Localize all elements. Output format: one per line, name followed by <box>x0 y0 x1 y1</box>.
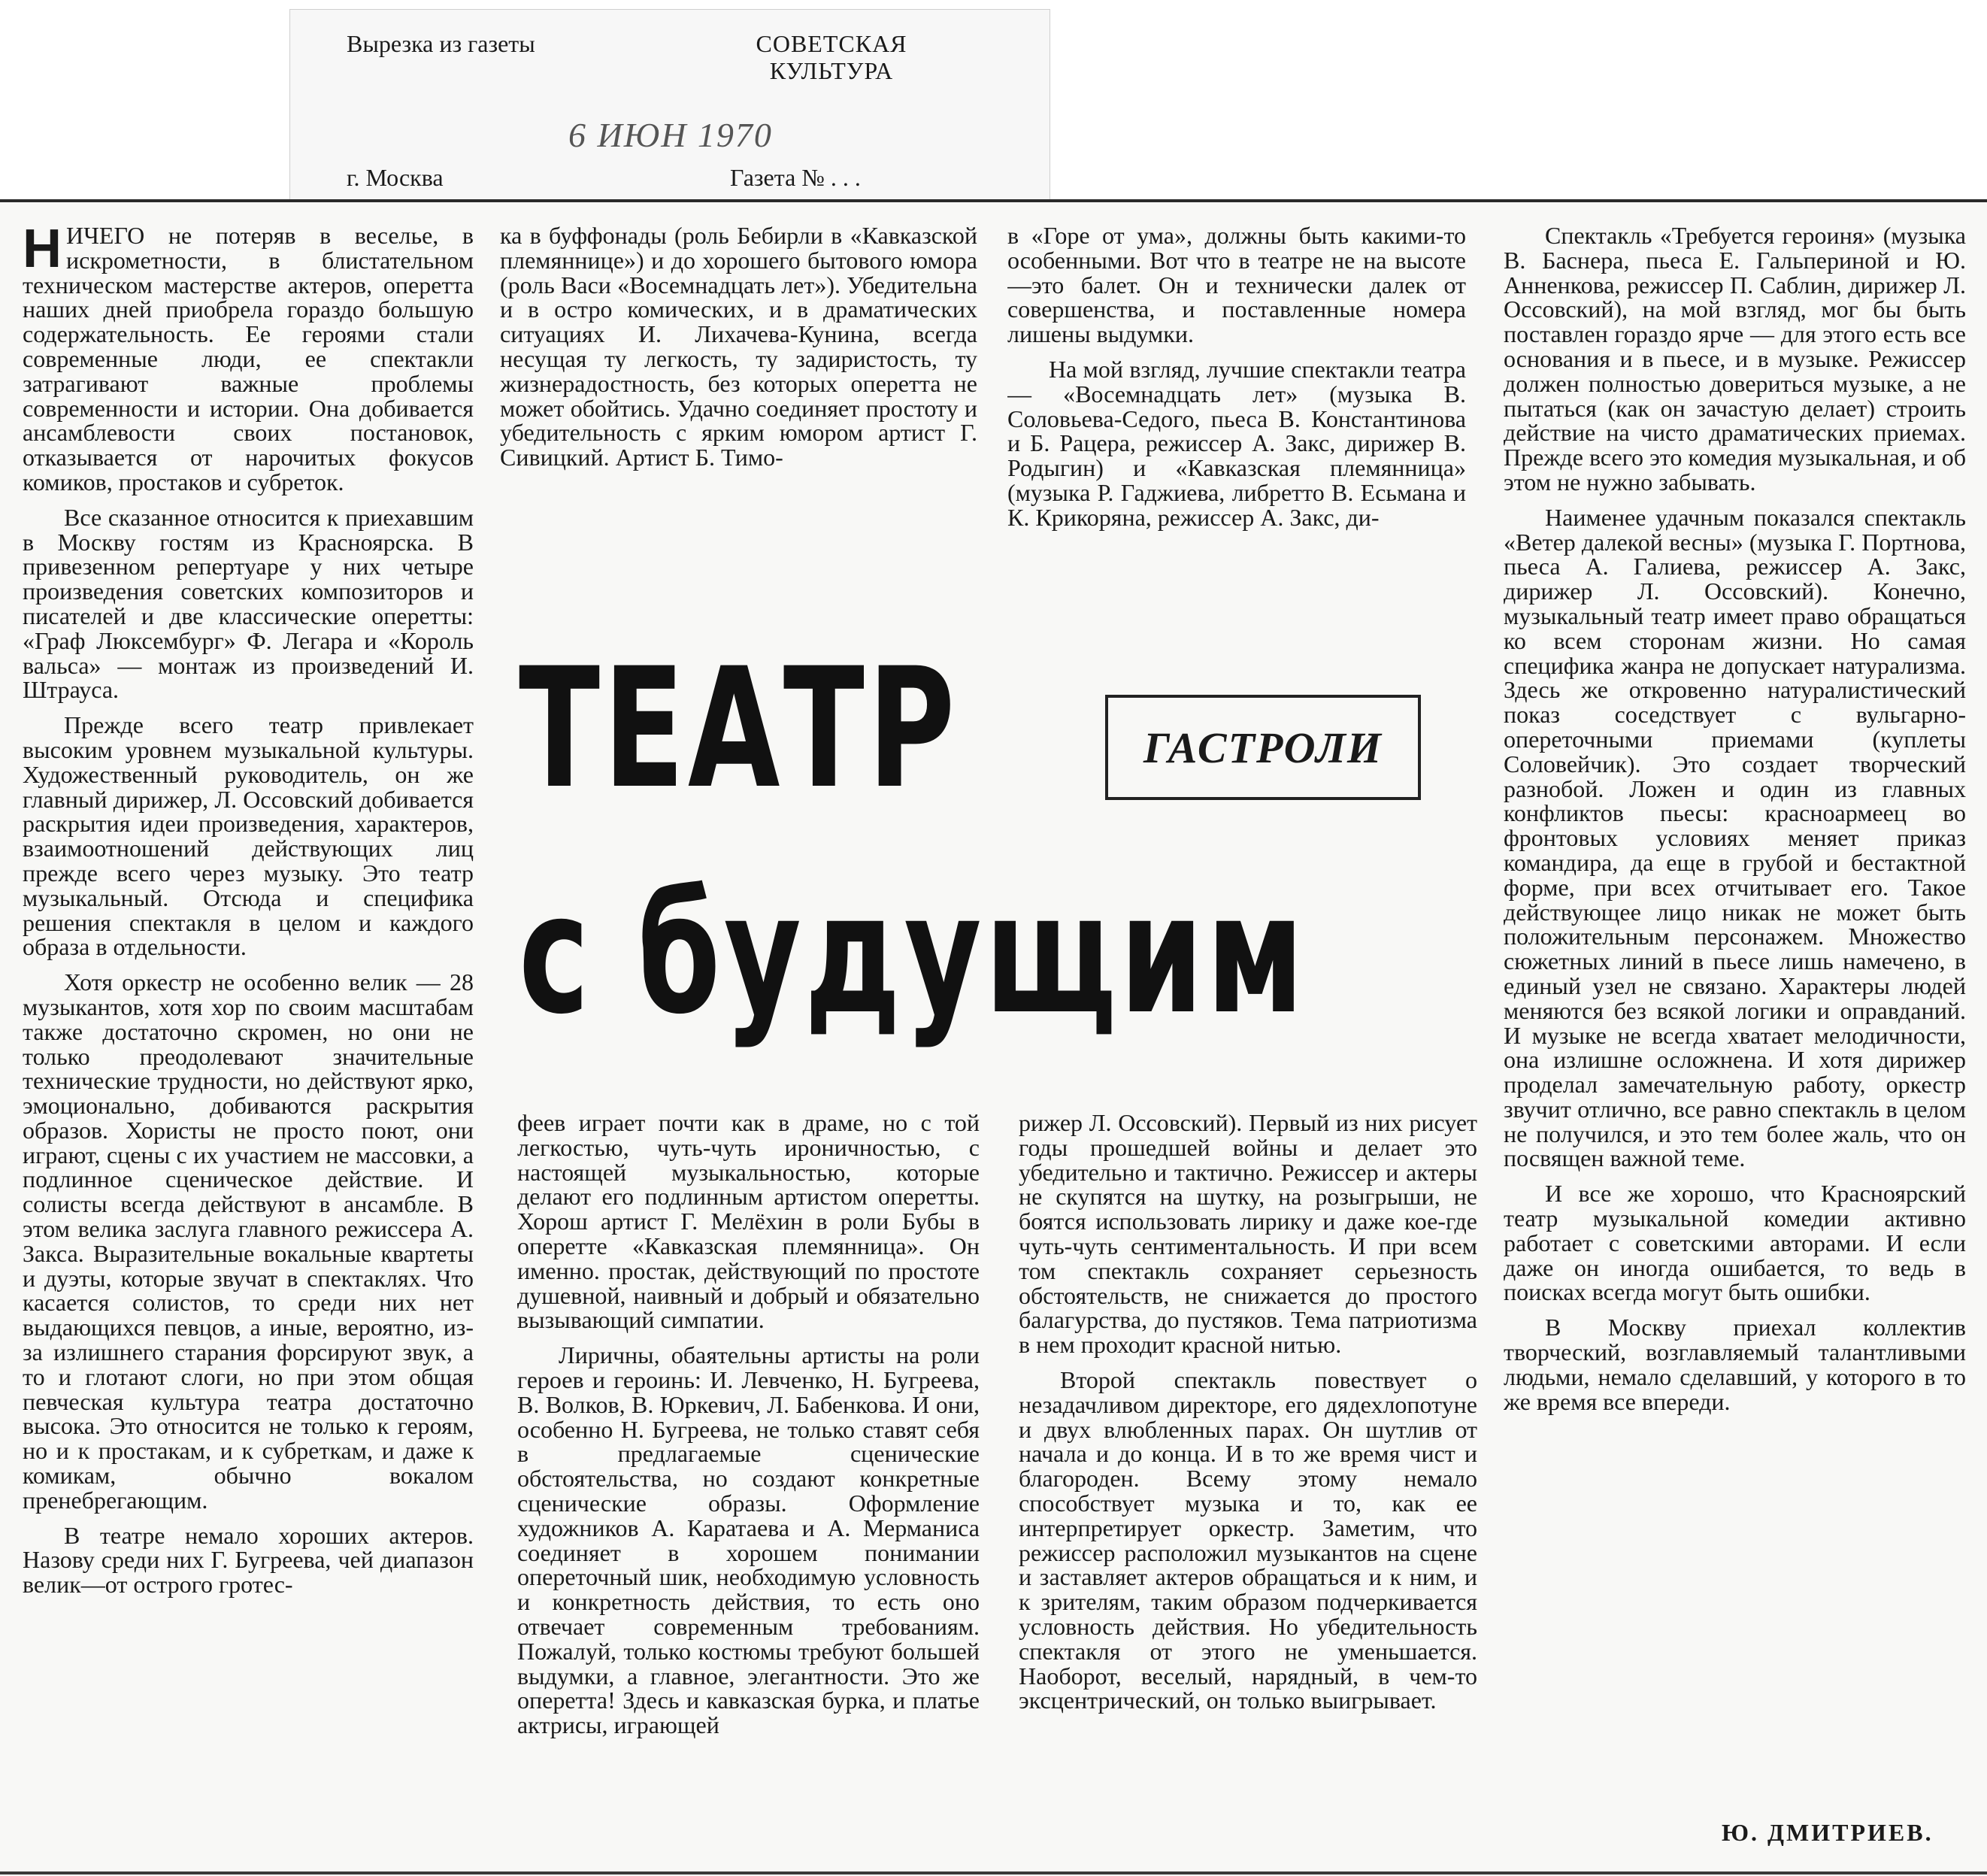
paragraph: Хотя оркестр не особенно велик — 28 музыкантов, хотя хор по своим масштабам также достаточно скромен, но они не только преодолевают значительные технические трудности, но действуют ярко, эмоционально, добиваются раскрытия образов. Хористы не просто поют, они играют, сцены с их участием не массовки, а подлинное сценическое действие. И солисты всегда действуют в ансамбле. В этом велика заслуга главного режиссера А. Закса. Выразительные вокальные квартеты и дуэты, которые звучат в спектаклях. Что касается солистов, то среди них нет выдающихся певцов, а иные, вероятно, из-за излишнего старания форсируют звук, а то и глотают слоги, но при этом общая певческая культура театра достаточно высока. Это относится не только к героям, но и к простакам, и к субреткам, и даже к комикам, обычно вокалом пренебрегающим. <box>23 968 474 1514</box>
headline-line-2: с будущим <box>519 858 1307 1050</box>
author-signature: Ю. ДМИТРИЕВ. <box>1722 1819 1934 1846</box>
paragraph: В Москву приехал коллектив творческий, возглавляемый талантливыми людьми, немало сделавший, у которого в то же время все впереди. <box>1504 1314 1966 1415</box>
rubric-label: ГАСТРОЛИ <box>1143 723 1383 772</box>
paragraph: феев играет почти как в драме, но с той легкостью, чуть-чуть ироничностью, с настоящей музыкальностью, которые делают его подлинным артистом оперетты. Хорош артист Г. Мелёхин в роли Бубы в оперетте «Кавказская племянница». Он именно. простак, действующий по простоте душевной, наивный и добрый и обязательно вызывающий симпатии. <box>517 1111 980 1334</box>
paragraph: И все же хорошо, что Красноярский театр музыкальной комедии активно работает с советскими авторами. И если даже он иногда ошибается, то ведь в поисках всегда могут быть ошибки. <box>1504 1180 1966 1306</box>
paragraph: рижер Л. Оссовский). Первый из них рисует годы прошедшей войны и делает это убедительно и тактично. Режиссер и актеры не скупятся на шутку, на розыгрыши, не боятся использовать лирику и даже кое-где чуть-чуть сентиментальность. И при всем том спектакль сохраняет серьезность обстоятельств, не снижается до простого балагурства, до пустяков. Тема патриотизма в нем проходит красной нитью. <box>1019 1111 1477 1359</box>
article-column-4 <box>1504 223 1966 1825</box>
article-column-2-bottom <box>517 1111 980 1855</box>
stamp-date: 6 ИЮН 1970 <box>568 116 773 154</box>
article-column-3-bottom <box>1019 1111 1477 1855</box>
stamp-newspaper-name: СОВЕТСКАЯ КУЛЬТУРА <box>756 30 907 84</box>
stamp-label: Вырезка из газеты <box>347 30 535 57</box>
drop-cap: Н <box>23 223 62 279</box>
paragraph: Наименее удачным показался спектакль «Ветер далекой весны» (музыка Г. Портнова, пьеса А. Галиева, режиссер А. Закс, дирижер Л. Оссовский). Конечно, музыкальный театр имеет право обращаться ко всем сторонам жизни. Но самая специфика жанра не допускает натурализма. Здесь же откровенно натуралистический показ соседствует с вульгарно-опереточными приемами (куплеты Соловейчик). Это создает творческий разнобой. Ложен и один из главных конфликтов пьесы: красноармеец во фронтовых условиях меняет приказ командира, да еще в грубой и бестактной форме, при всех отчитывает его. Такое действующее лицо никак не может быть положительным персонажем. Множество сюжетных линий в пьесе лишь намечено, в единый узел не связано. Характеры людей меняются без всякой логики и оправданий. И музыке не всегда хватает мелодичности, она излишне осложнена. И хотя дирижер проделал замечательную работу, оркестр звучит отлично, все равно спектакль в целом не получился, и это тем более жаль, что он посвящен важной теме. <box>1504 503 1966 1172</box>
newspaper-clipping <box>0 199 1987 1871</box>
paragraph: Прежде всего театр привлекает высоким уровнем музыкальной культуры. Художественный руководитель, он же главный дирижер, Л. Оссовский добивается раскрытия идеи произведения, характеров, взаимоотношений действующих лиц прежде всего через музыку. Это театр музыкальный. Отсюда и специфика решения спектакля в целом и каждого образа в отдельности. <box>23 711 474 961</box>
rubric-box <box>1105 695 1421 800</box>
paragraph-text: ИЧЕГО не потеряв в веселье, в искрометности, в блистательном техническом мастерстве актеров, оперетта наших дней приобрела гораздо большую содержательность. Ее героями стали современные люди, ее спектакли затрагивают важные проблемы современности и истории. Она добивается ансамблевости своих постановок, отказывается от нарочитых фокусов комиков, простаков и субреток. <box>23 223 474 496</box>
paragraph: Спектакль «Требуется героиня» (музыка В. Баснера, пьеса Е. Гальпериной и Ю. Анненкова, режиссер П. Саблин, дирижер Л. Оссовский), на мой взгляд, мог бы быть поставлен гораздо ярче — для этого есть все основания и в пьесе, и в музыке. Режиссер должен полностью довериться музыке, а не пытаться (как он зачастую делает) строить действие на чисто драматических приемах. Прежде всего это комедия музыкальная, и об этом не нужно забывать. <box>1504 223 1966 496</box>
headline-line-1: ТЕАТР <box>519 632 959 825</box>
article-column-1 <box>23 223 474 1855</box>
paragraph: В театре немало хороших актеров. Назову среди них Г. Бугреева, чей диапазон велик—от острого гротес- <box>23 1521 474 1599</box>
bottom-rule <box>0 1871 1987 1874</box>
clipping-stamp <box>289 9 1050 202</box>
article-column-2-top <box>500 223 977 618</box>
paragraph: На мой взгляд, лучшие спектакли театра — «Восемнадцать лет» (музыка В. Соловьева-Седого, пьеса В. Константинова и Б. Рацера, режиссер А. Закс, дирижер В. Родыгин) и «Кавказская племянница» (музыка Р. Гаджиева, либретто В. Есьмана и К. Крикоряна, режиссер А. Закс, ди- <box>1007 355 1466 531</box>
paragraph <box>23 223 474 495</box>
paragraph: в «Горе от ума», должны быть какими-то особенными. Вот что в театре не на высоте—это балет. Он и технически далек от совершенства, и поставленные номера лишены выдумки. <box>1007 223 1466 348</box>
paragraph: Лиричны, обаятельны артисты на роли героев и героинь: И. Левченко, Н. Бугреева, В. Волков, В. Юркевич, Л. Бабенкова. И они, особенно Н. Бугреева, не только ставят себя в предлагаемые сценические обстоятельства, но создают конкретные сценические образы. Оформление художников А. Каратаева и А. Мерманиса соединяет в хорошем понимании опереточный шик, необходимую условность и конкретность действия, то есть оно отвечает современным требованиям. Пожалуй, только костюмы требуют большей выдумки, а главное, элегантности. Это же оперетта! Здесь и кавказская бурка, и платье актрисы, играющей <box>517 1341 980 1739</box>
article-column-3-top <box>1007 223 1466 618</box>
stamp-gazeta-number: Газета № . . . <box>730 164 861 191</box>
paragraph: Второй спектакль повествует о незадачливом директоре, его дядехлопотуне и двух влюбленных парах. Он шутлив от начала и до конца. И в то же время чист и благороден. Всему этому немало способствует музыка и то, как ее интерпретирует оркестр. Заметим, что режиссер расположил музыкантов на сцене и заставляет актеров обращаться и к ним, и к зрителям, таким образом подчеркивается условность действия. Но убедительность спектакля от этого не уменьшается. Наоборот, веселый, нарядный, в чем-то эксцентрический, он только выигрывает. <box>1019 1365 1477 1714</box>
paragraph: ка в буффонады (роль Бебирли в «Кавказской племяннице») и до хорошего бытового юмора (роль Васи «Восемнадцать лет»). Убедительна и в остро комических, и в драматических ситуациях И. Лихачева-Кунина, всегда несущая ту легкость, ту задиристость, ту жизнерадостность, без которых оперетта не может обойтись. Удачно соединяет простоту и убедительность с ярким юмором артист Г. Сивицкий. Артист Б. Тимо- <box>500 223 977 471</box>
stamp-city: г. Москва <box>347 164 444 191</box>
paragraph: Все сказанное относится к приехавшим в Москву гостям из Красноярска. В привезенном репертуаре у них четыре произведения советских композиторов и писателей и две классические оперетты: «Граф Люксембург» Ф. Легара и «Король вальса» — монтаж из произведений И. Штрауса. <box>23 503 474 704</box>
